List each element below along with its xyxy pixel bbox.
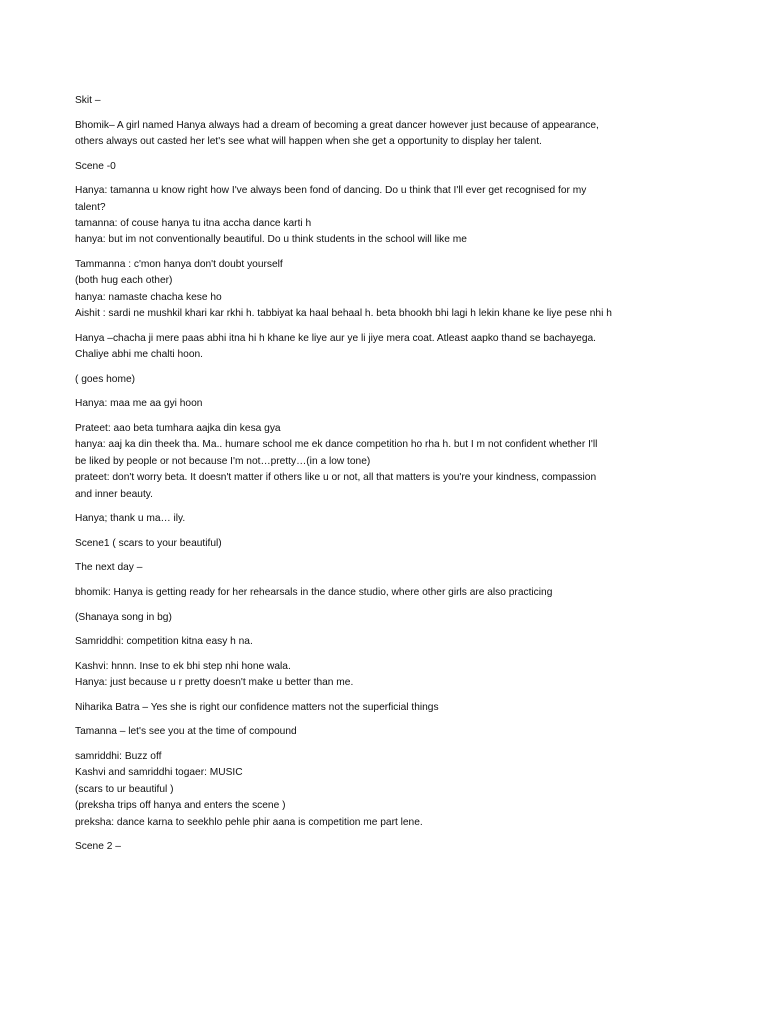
paragraph (75, 183, 695, 249)
text-line: and inner beauty. (75, 488, 153, 500)
paragraph (75, 560, 695, 576)
text-line: Scene -0 (75, 160, 116, 172)
paragraph (75, 659, 695, 692)
paragraph (75, 724, 695, 740)
paragraph (75, 749, 695, 831)
paragraph (75, 118, 695, 151)
paragraph (75, 159, 695, 175)
text-line: be liked by people or not because I'm not…pretty…(in a low tone) (75, 455, 371, 467)
text-line: others always out casted her let's see what will happen when she get a opportunity to display her talent. (75, 136, 542, 147)
text-line: (Shanaya song in bg) (75, 611, 172, 623)
text-line: Chaliye abhi me chalti hoon. (75, 349, 203, 361)
paragraph (75, 396, 695, 412)
text-line: Hanya; thank u ma… ily. (75, 513, 186, 525)
paragraph (75, 610, 695, 626)
text-line: Hanya –chacha ji mere paas abhi itna hi h khane ke liye aur ye li jiye mera coat. Atleast aapko thand se bachayega. (75, 332, 597, 344)
text-line: Hanya: tamanna u know right how I've always been fond of dancing. Do u think that I'll ever get recognised for my (75, 185, 587, 197)
paragraph (75, 511, 695, 527)
text-line: preksha: dance karna to seekhlo pehle phir aana is competition me part lene. (75, 816, 423, 828)
text-line: Tamanna – let's see you at the time of compound (75, 726, 297, 738)
text-line: Scene 2 – (75, 841, 121, 853)
text-line: hanya: aaj ka din theek tha. Ma.. humare school me ek dance competition ho rha h. but I m not confident whether I'll (75, 439, 598, 451)
paragraph (75, 536, 695, 552)
text-line: hanya: namaste chacha kese ho (75, 291, 222, 303)
text-line: ( goes home) (75, 373, 136, 385)
paragraph (75, 421, 695, 503)
text-line: Niharika Batra – Yes she is right our confidence matters not the superficial things (75, 701, 439, 713)
text-line: talent? (75, 201, 106, 213)
paragraph (75, 634, 695, 650)
paragraph (75, 372, 695, 388)
text-line: Aishit : sardi ne mushkil khari kar rkhi h. tabbiyat ka haal behaal h. beta bhookh bhi lagi h lekin khane ke liye pese nhi h (75, 308, 612, 320)
text-line: Samriddhi: competition kitna easy h na. (75, 636, 253, 648)
text-line: Hanya: just because u r pretty doesn't make u better than me. (75, 677, 354, 689)
text-line: Hanya: maa me aa gyi hoon (75, 398, 203, 410)
text-line: Scene1 ( scars to your beautiful) (75, 537, 222, 549)
paragraph (75, 257, 695, 323)
paragraph (75, 839, 695, 855)
text-line: (both hug each other) (75, 275, 173, 287)
text-line: Kashvi: hnnn. Inse to ek bhi step nhi hone wala. (75, 660, 291, 672)
text-line: Kashvi and samriddhi togaer: MUSIC (75, 767, 243, 779)
paragraph (75, 585, 695, 601)
paragraph (75, 331, 695, 364)
text-line: Tammanna : c'mon hanya don't doubt yourself (75, 259, 283, 270)
text-line: samriddhi: Buzz off (75, 750, 162, 762)
text-line: (preksha trips off hanya and enters the scene ) (75, 800, 286, 812)
text-line: Prateet: aao beta tumhara aajka din kesa gya (75, 423, 281, 434)
text-line: Skit – (75, 95, 101, 106)
paragraph (75, 700, 695, 716)
text-line: hanya: but im not conventionally beautiful. Do u think students in the school will like me (75, 234, 467, 246)
text-line: bhomik: Hanya is getting ready for her rehearsals in the dance studio, where other girls are also practicing (75, 587, 553, 598)
text-line: prateet: don't worry beta. It doesn't matter if others like u or not, all that matters is you're your kindness, compassion (75, 472, 597, 484)
script-text (75, 93, 695, 864)
text-line: The next day – (75, 562, 143, 574)
text-line: Bhomik– A girl named Hanya always had a dream of becoming a great dancer however just because of appearance, (75, 119, 599, 131)
text-line: tamanna: of couse hanya tu itna accha dance karti h (75, 218, 312, 229)
paragraph (75, 93, 695, 109)
text-line: (scars to ur beautiful ) (75, 783, 174, 795)
